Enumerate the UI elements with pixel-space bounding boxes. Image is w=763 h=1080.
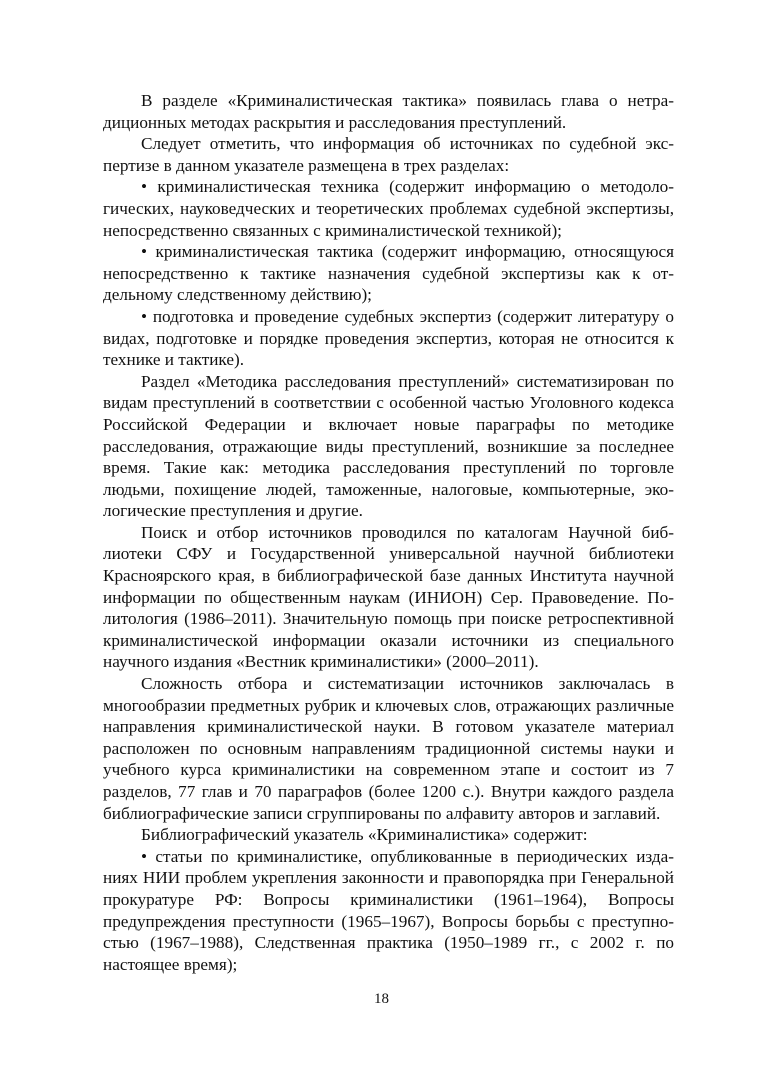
list-item-expertise-preparation: • подготовка и проведение судебных экспертиз (содержит литературу о видах, подготовке и порядке проведения экспертиз, которая не относится к технике и тактике). [103, 306, 674, 370]
list-item-periodical-articles: • статьи по криминалистике, опубликованные в периодических изданиях НИИ проблем укрепления законности и правопорядка при Генеральной прокуратуре РФ: Вопросы криминалистики (1961–1964), Вопросы предупреждения преступности (1965–1967), Вопросы борьбы с преступностью (1967–1988), Следственная практика (1950–1989 гг., с 2002 г. по настоящее время); [103, 846, 674, 974]
page-number: 18 [374, 991, 389, 1007]
paragraph-index-contents: Библиографический указатель «Криминалистика» содержит: [141, 825, 588, 845]
paragraph-methodology-section: Раздел «Методика расследования преступлений» систематизирован по видам преступлений в соответствии с особенной частью Уголовного кодекса Российской Федерации и включает новые параграфы по методике расследования, отражающие виды преступлений, возникшие за последнее время. Такие как: методика расследования преступлений по торговле людьми, похищение людей, таможенные, налоговые, компьютерные, экологические преступления и другие. [103, 371, 674, 521]
page-body [103, 90, 674, 975]
paragraph-source-search: Поиск и отбор источников проводился по каталогам Научной библиотеки СФУ и Государственной универсальной научной библиотеки Красноярского края, в библиографической базе данных Института научной информации по общественным наукам (ИНИОН) Сер. Правоведение. Политология (1986–2011). Значительную помощь при поиске ретроспективной криминалистической информации оказали источники из специального научного издания «Вестник криминалистики» (2000–2011). [103, 522, 674, 672]
list-item-forensic-technique: • криминалистическая техника (содержит информацию о методологических, науковедческих и теоретических проблемах судебной экспертизы, непосредственно связанных с криминалистической техникой); [103, 177, 674, 240]
paragraph-forensic-expertise-sections: Следует отметить, что информация об источниках по судебной экспертизе в данном указателе размещена в трех разделах: [103, 134, 674, 175]
paragraph-selection-complexity: Сложность отбора и систематизации источников заключалась в многообразии предметных рубрик и ключевых слов, отражающих различные направления криминалистической науки. В готовом указателе материал расположен по основным направлениям традиционной системы науки и учебного курса криминалистики на современном этапе и состоит из 7 разделов, 77 глав и 70 параграфов (более 1200 с.). Внутри каждого раздела библиографические записи сгруппированы по алфавиту авторов и заглавий. [103, 674, 674, 823]
list-item-forensic-tactics: • криминалистическая тактика (содержит информацию, относящуюся непосредственно к тактике назначения судебной экспертизы как к отдельному следственному действию); [103, 242, 674, 305]
paragraph-tactics-chapter: В разделе «Криминалистическая тактика» появилась глава о нетрадиционных методах раскрытия и расследования преступлений. [103, 91, 674, 132]
